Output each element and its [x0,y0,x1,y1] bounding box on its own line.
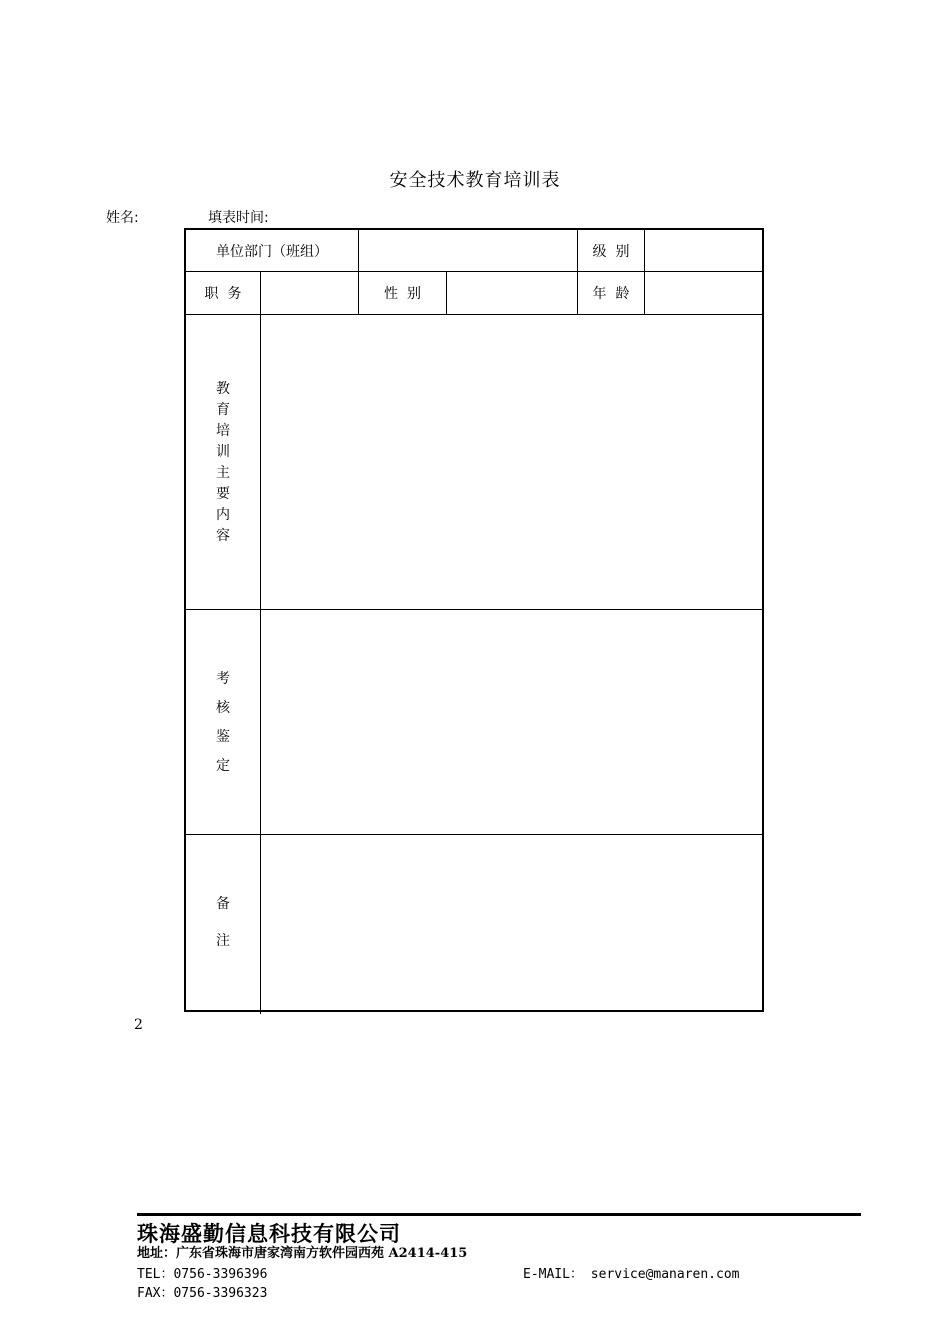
remarks-label-char: 备 [216,896,230,912]
assessment-label [186,610,260,834]
content-label-char: 容 [216,527,230,544]
footer-divider [137,1213,861,1216]
gender-value[interactable] [447,272,577,314]
remarks-value[interactable] [261,835,762,1010]
content-label-char: 育 [216,401,230,418]
company-tel: TEL：0756-3396396 [137,1267,268,1282]
assessment-label-char: 鉴 [216,728,230,745]
content-label-char: 主 [216,464,230,481]
assessment-value[interactable] [261,610,762,834]
content-label-char: 培 [216,422,230,439]
page-number: 2 [134,1017,143,1033]
page-title: 安全技术教育培训表 [389,170,561,191]
company-email: E-MAIL： service@manaren.com [523,1267,740,1282]
content-label-char: 要 [216,485,230,502]
content-label [186,315,260,609]
content-label-char: 教 [216,380,230,397]
assessment-label-char: 核 [216,699,230,716]
remarks-label [186,835,260,1010]
remarks-label-char: 注 [216,933,230,949]
content-value[interactable] [261,315,762,609]
dept-label: 单位部门（班组） [216,243,328,260]
fill-time-label: 填表时间: [208,210,269,226]
age-value[interactable] [645,272,762,314]
gender-label: 性 别 [384,286,421,302]
position-value[interactable] [261,272,358,314]
level-value[interactable] [645,230,762,271]
content-label-char: 内 [216,506,230,523]
company-name: 珠海盛勤信息科技有限公司 [137,1221,401,1246]
dept-value[interactable] [359,230,577,271]
age-label: 年 龄 [592,286,630,302]
assessment-label-char: 考 [216,670,230,687]
content-label-char: 训 [216,443,230,460]
company-fax: FAX：0756-3396323 [137,1286,268,1301]
position-label: 职 务 [204,286,242,302]
level-label: 级 别 [592,243,630,260]
training-form-table [184,228,764,1012]
assessment-label-char: 定 [216,757,230,774]
company-address: 地址：广东省珠海市唐家湾南方软件园西苑 A2414-415 [137,1246,468,1261]
name-label: 姓名: [106,210,139,226]
